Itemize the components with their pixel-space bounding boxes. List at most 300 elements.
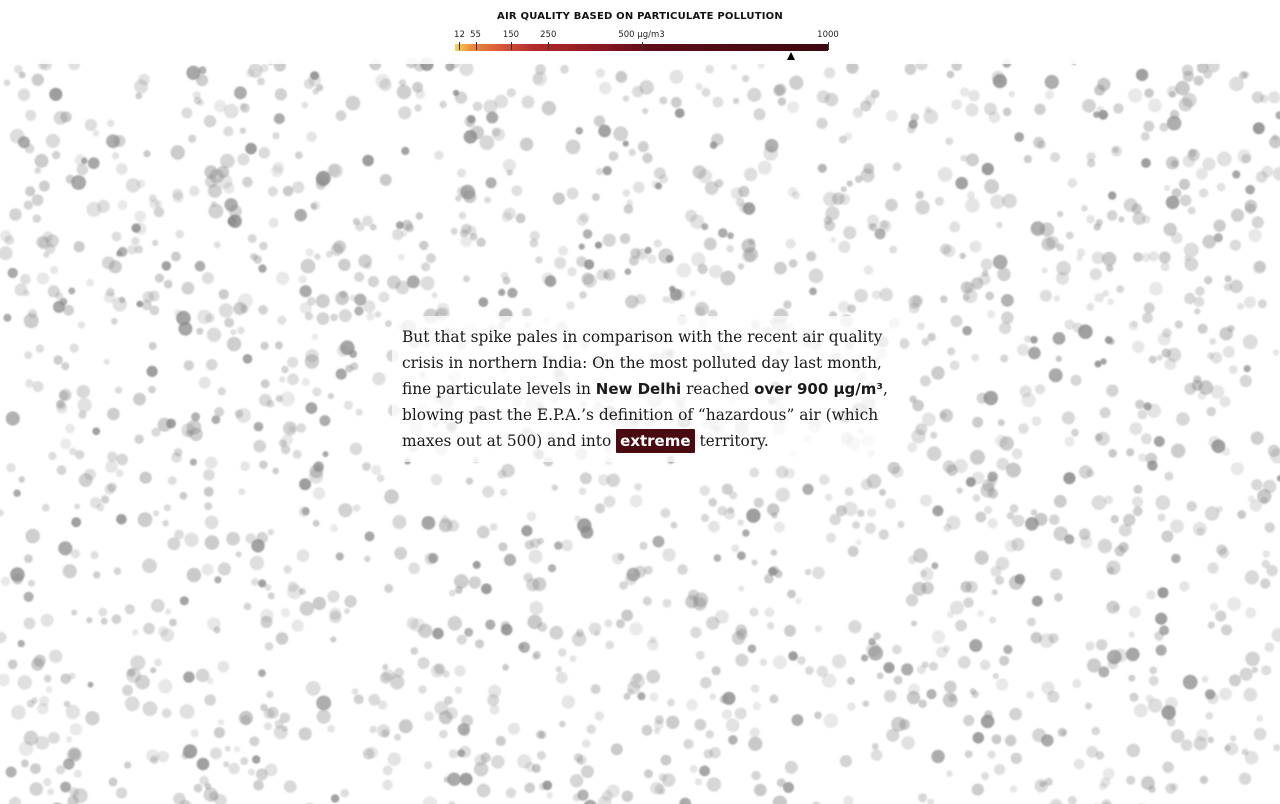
particle xyxy=(984,179,999,194)
particle xyxy=(945,137,953,145)
particle xyxy=(203,469,215,481)
particle xyxy=(153,510,159,516)
particle xyxy=(1214,233,1223,242)
particle xyxy=(57,465,67,475)
particle xyxy=(1273,349,1279,355)
story-text-2: reached xyxy=(681,380,755,398)
particle xyxy=(622,791,633,802)
particle xyxy=(419,241,428,250)
particle xyxy=(963,597,973,607)
particle xyxy=(708,498,717,507)
particle xyxy=(259,242,268,251)
particle xyxy=(336,552,344,560)
particle xyxy=(218,661,230,673)
particle xyxy=(795,598,801,604)
particle xyxy=(482,486,494,498)
particle xyxy=(486,112,498,124)
particle xyxy=(774,262,787,275)
particle xyxy=(901,736,915,750)
particle xyxy=(1159,252,1171,264)
particle xyxy=(276,272,289,285)
particle xyxy=(24,592,34,602)
particle xyxy=(629,149,636,156)
particle xyxy=(1102,252,1116,266)
particle xyxy=(1005,540,1017,552)
particle xyxy=(210,747,222,759)
particle xyxy=(1181,739,1193,751)
particle xyxy=(313,597,326,610)
particle xyxy=(888,462,901,475)
particle xyxy=(623,141,629,147)
particle xyxy=(112,232,122,242)
particle xyxy=(880,288,893,301)
particle xyxy=(927,799,934,804)
particle xyxy=(329,164,343,178)
particle xyxy=(751,684,760,693)
particle xyxy=(261,379,270,388)
particle xyxy=(451,228,458,235)
particle xyxy=(742,250,755,263)
particle xyxy=(204,165,217,178)
particle xyxy=(78,322,85,329)
particle xyxy=(733,98,739,104)
particle xyxy=(234,86,247,99)
particle xyxy=(542,272,555,285)
particle xyxy=(37,272,49,284)
particle xyxy=(394,734,401,741)
particle xyxy=(17,675,32,690)
particle xyxy=(721,271,736,286)
particle xyxy=(1141,158,1151,168)
legend-title: AIR QUALITY BASED ON PARTICULATE POLLUTION xyxy=(497,11,783,22)
particle xyxy=(1240,375,1252,387)
particle xyxy=(74,241,85,252)
particle xyxy=(77,385,90,398)
particle xyxy=(1258,299,1267,308)
particle xyxy=(1040,290,1052,302)
particle xyxy=(1063,472,1075,484)
particle xyxy=(18,136,30,148)
particle xyxy=(671,522,678,529)
particle xyxy=(527,512,537,522)
particle xyxy=(955,177,968,190)
particle xyxy=(705,65,714,74)
particle xyxy=(1099,783,1107,791)
particle xyxy=(1231,209,1244,222)
particle xyxy=(102,256,115,269)
particle xyxy=(1219,688,1232,701)
particle xyxy=(204,487,214,497)
particle xyxy=(1005,735,1016,746)
particle xyxy=(53,301,65,313)
particle xyxy=(10,567,25,582)
particle xyxy=(774,570,782,578)
particle xyxy=(1054,295,1060,301)
particle xyxy=(502,664,509,671)
particle xyxy=(424,711,434,721)
legend-panel xyxy=(0,0,1280,64)
particle xyxy=(151,599,165,613)
particle xyxy=(523,573,532,582)
particle xyxy=(594,115,605,126)
particle xyxy=(6,767,17,778)
particle xyxy=(789,76,803,90)
particle xyxy=(204,115,216,127)
particle xyxy=(1141,433,1152,444)
particle xyxy=(149,342,157,350)
particle xyxy=(1068,796,1077,804)
particle xyxy=(940,244,951,255)
particle xyxy=(370,726,377,733)
particle xyxy=(354,694,364,704)
particle xyxy=(69,448,77,456)
particle xyxy=(925,106,932,113)
particle xyxy=(1012,515,1024,527)
particle xyxy=(931,750,944,763)
particle xyxy=(1027,618,1036,627)
particle xyxy=(1172,188,1182,198)
particle xyxy=(48,732,60,744)
particle xyxy=(60,782,71,793)
particle xyxy=(214,727,225,738)
particle xyxy=(885,498,896,509)
particle xyxy=(301,259,316,274)
particle xyxy=(256,532,268,544)
particle xyxy=(958,656,971,669)
particle xyxy=(473,102,483,112)
particle xyxy=(749,468,759,478)
particle xyxy=(1263,550,1270,557)
particle xyxy=(1162,762,1173,773)
particle xyxy=(1031,221,1045,235)
particle xyxy=(34,655,46,667)
particle xyxy=(490,705,500,715)
particle xyxy=(267,707,279,719)
particle xyxy=(847,677,855,685)
particle xyxy=(1003,108,1012,117)
particle xyxy=(365,262,372,269)
particle xyxy=(497,470,506,479)
particle xyxy=(907,125,915,133)
particle xyxy=(223,761,229,767)
particle xyxy=(843,796,853,804)
particle xyxy=(1244,296,1256,308)
particle xyxy=(1194,308,1200,314)
particle xyxy=(707,777,721,791)
particle xyxy=(71,517,81,527)
particle xyxy=(439,519,453,533)
particle xyxy=(199,377,211,389)
particle xyxy=(975,512,986,523)
particle xyxy=(527,615,542,630)
particle xyxy=(946,465,957,476)
particle xyxy=(408,563,420,575)
particle xyxy=(864,265,874,275)
particle xyxy=(1244,365,1251,372)
particle xyxy=(763,146,778,161)
particle xyxy=(248,234,257,243)
particle xyxy=(189,186,199,196)
particle xyxy=(1146,590,1155,599)
particle xyxy=(611,743,623,755)
particle xyxy=(1254,728,1267,741)
particle xyxy=(248,769,255,776)
particle xyxy=(371,465,381,475)
particle xyxy=(916,191,924,199)
particle xyxy=(984,506,992,514)
particle xyxy=(9,797,21,804)
particle xyxy=(1157,355,1163,361)
particle xyxy=(930,432,937,439)
particle xyxy=(1206,407,1216,417)
particle xyxy=(861,479,872,490)
particle xyxy=(965,103,978,116)
particle xyxy=(1085,702,1092,709)
particle xyxy=(162,520,168,526)
particle xyxy=(742,529,749,536)
particle xyxy=(1135,400,1145,410)
particle xyxy=(999,322,1011,334)
particle xyxy=(570,655,577,662)
particle xyxy=(704,238,717,251)
particle xyxy=(999,656,1009,666)
particle xyxy=(356,409,363,416)
particle xyxy=(957,487,963,493)
particle xyxy=(884,690,897,703)
particle xyxy=(970,241,982,253)
particle xyxy=(85,711,99,725)
particle xyxy=(143,701,158,716)
particle xyxy=(134,222,146,234)
particle xyxy=(1147,404,1161,418)
particle xyxy=(819,475,830,486)
particle xyxy=(574,753,583,762)
particle xyxy=(275,88,287,100)
particle xyxy=(812,567,825,580)
particle xyxy=(744,168,757,181)
particle xyxy=(583,800,596,804)
particle xyxy=(20,274,31,285)
particle xyxy=(1003,645,1012,654)
particle xyxy=(947,347,955,355)
particle xyxy=(336,369,347,380)
particle xyxy=(582,739,591,748)
particle xyxy=(792,714,804,726)
particle xyxy=(1072,679,1081,688)
particle xyxy=(603,166,612,175)
particle xyxy=(1113,103,1123,113)
particle xyxy=(92,427,100,435)
particle xyxy=(327,725,335,733)
particle xyxy=(894,676,903,685)
particle xyxy=(147,366,158,377)
particle xyxy=(970,450,985,465)
particle xyxy=(180,492,188,500)
particle xyxy=(560,65,569,74)
particle xyxy=(638,141,649,152)
particle xyxy=(240,757,248,765)
particle xyxy=(365,531,375,541)
particle xyxy=(272,132,279,139)
particle xyxy=(1106,384,1118,396)
particle xyxy=(726,245,733,252)
particle xyxy=(219,303,233,317)
particle xyxy=(1127,744,1141,758)
particle xyxy=(653,536,665,548)
particle xyxy=(1128,88,1142,102)
particle xyxy=(785,761,798,774)
particle xyxy=(1202,676,1209,683)
particle xyxy=(670,289,682,301)
particle xyxy=(642,108,648,114)
particle xyxy=(661,755,672,766)
particle xyxy=(227,337,241,351)
particle xyxy=(0,509,4,516)
particle xyxy=(240,128,246,134)
particle xyxy=(281,445,290,454)
particle xyxy=(292,181,304,193)
particle xyxy=(1205,506,1219,520)
particle xyxy=(848,546,859,557)
particle xyxy=(171,145,185,159)
particle xyxy=(488,685,501,698)
particle xyxy=(1138,410,1148,420)
particle xyxy=(1253,122,1265,134)
particle xyxy=(1179,98,1193,112)
particle xyxy=(234,746,240,752)
particle xyxy=(70,723,82,735)
particle xyxy=(314,253,321,260)
particle xyxy=(6,411,20,425)
particle xyxy=(299,727,312,740)
particle xyxy=(297,549,310,562)
particle xyxy=(996,222,1002,228)
particle xyxy=(502,212,512,222)
particle xyxy=(375,311,381,317)
particle xyxy=(59,389,71,401)
particle xyxy=(258,264,266,272)
particle xyxy=(486,177,497,188)
particle xyxy=(461,224,472,235)
particle xyxy=(1149,282,1163,296)
particle xyxy=(654,239,662,247)
particle xyxy=(1064,534,1074,544)
particle xyxy=(453,90,459,96)
particle xyxy=(1030,336,1038,344)
particle xyxy=(580,213,590,223)
particle xyxy=(195,261,206,272)
particle xyxy=(1054,495,1067,508)
story-paragraph xyxy=(402,324,890,454)
particle xyxy=(932,630,945,643)
particle xyxy=(258,579,266,587)
particle xyxy=(1273,167,1280,181)
particle xyxy=(196,74,208,86)
particle xyxy=(552,485,558,491)
particle xyxy=(840,755,852,767)
particle xyxy=(183,671,194,682)
particle xyxy=(1169,91,1176,98)
particle xyxy=(49,650,62,663)
particle xyxy=(722,709,732,719)
particle xyxy=(37,703,48,714)
particle xyxy=(244,603,252,611)
particle xyxy=(642,153,652,163)
particle xyxy=(1037,140,1046,149)
particle xyxy=(28,580,35,587)
particle xyxy=(778,97,786,105)
scale-tick-mark xyxy=(642,42,643,50)
particle xyxy=(204,694,216,706)
particle xyxy=(335,291,349,305)
particle xyxy=(771,512,777,518)
particle xyxy=(74,770,82,778)
particle xyxy=(143,623,155,635)
particle xyxy=(283,565,291,573)
particle xyxy=(1062,411,1075,424)
particle xyxy=(1142,313,1153,324)
particle xyxy=(643,596,652,605)
particle xyxy=(425,553,437,565)
particle xyxy=(1167,348,1181,362)
particle xyxy=(991,566,1002,577)
particle xyxy=(155,274,164,283)
particle xyxy=(242,177,253,188)
particle xyxy=(1045,778,1053,786)
particle xyxy=(49,88,62,101)
particle xyxy=(473,561,481,569)
particle xyxy=(1034,104,1045,115)
particle xyxy=(787,590,796,599)
particle xyxy=(1017,344,1029,356)
particle xyxy=(663,599,672,608)
particle xyxy=(753,702,761,710)
particle xyxy=(824,220,835,231)
particle xyxy=(966,477,976,487)
particle xyxy=(1149,356,1157,364)
particle xyxy=(1197,527,1205,535)
particle xyxy=(1041,734,1053,746)
particle xyxy=(398,106,411,119)
particle xyxy=(660,508,670,518)
particle xyxy=(1243,688,1257,702)
particle xyxy=(1239,773,1251,785)
particle xyxy=(275,720,284,729)
particle xyxy=(224,198,237,211)
particle xyxy=(609,151,619,161)
particle xyxy=(626,200,633,207)
particle xyxy=(197,310,211,324)
particle xyxy=(344,401,353,410)
particle xyxy=(899,719,910,730)
particle xyxy=(148,386,156,394)
particle xyxy=(46,686,53,693)
particle xyxy=(637,692,645,700)
particle xyxy=(327,590,339,602)
particle xyxy=(1251,432,1264,445)
particle xyxy=(754,498,764,508)
particle xyxy=(118,200,128,210)
particle xyxy=(1108,449,1117,458)
particle xyxy=(1081,205,1088,212)
particle xyxy=(1085,641,1094,650)
particle xyxy=(580,526,593,539)
particle xyxy=(1166,156,1179,169)
particle xyxy=(1261,665,1271,675)
particle xyxy=(579,244,585,250)
particle xyxy=(824,67,835,78)
particle xyxy=(587,725,596,734)
